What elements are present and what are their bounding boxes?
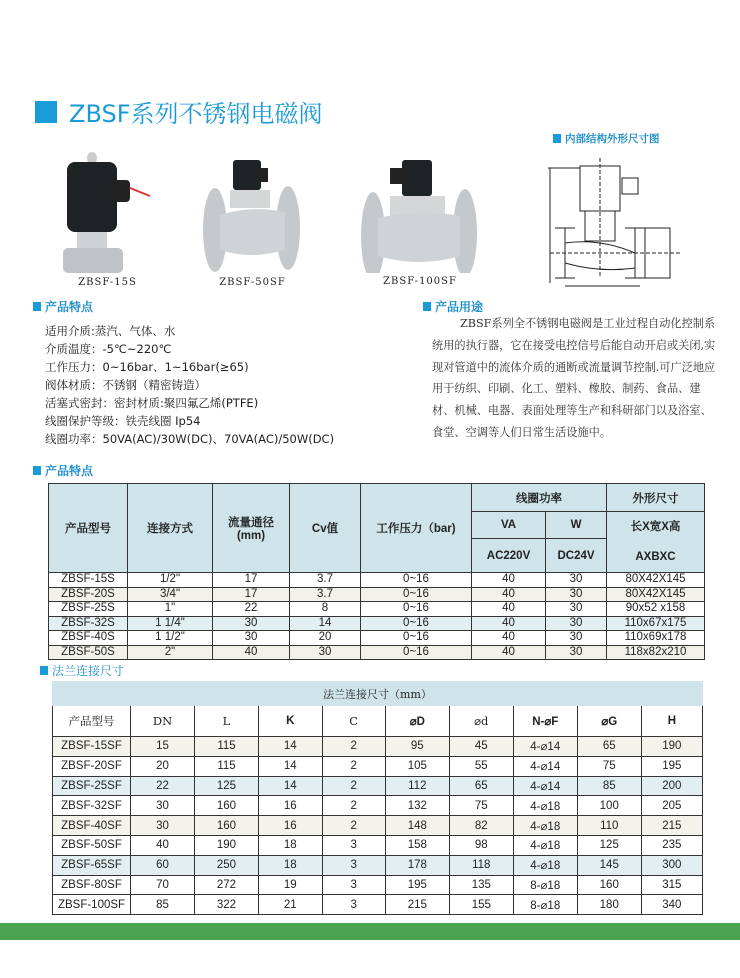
table-cell: 95 [385, 737, 449, 757]
diagram-heading: 内部结构外形尺寸图 [553, 131, 660, 146]
table-cell: 90x52 x158 [607, 602, 705, 617]
table-cell: 195 [385, 875, 449, 895]
table-cell: 8 [290, 602, 361, 617]
table-cell: 190 [195, 835, 259, 855]
table-cell: 1" [128, 602, 213, 617]
table-cell: 55 [449, 756, 513, 776]
table-row [53, 737, 703, 757]
bullet-square-icon [33, 302, 41, 311]
table-row [53, 816, 703, 836]
table-cell: 4-⌀18 [513, 796, 577, 816]
features-list [45, 322, 334, 448]
table-cell: 3 [322, 835, 385, 855]
table-cell: 160 [577, 875, 641, 895]
feature-line: 适用介质:蒸汽、气体、水 [45, 324, 176, 338]
table-cell: 65 [449, 776, 513, 796]
table-cell: ZBSF-100SF [53, 895, 131, 915]
col-header: Cv值 [290, 484, 361, 573]
table-row [53, 895, 703, 915]
table-cell: 80X42X145 [607, 573, 705, 588]
table-row [53, 875, 703, 895]
table-cell: 30 [546, 602, 607, 617]
table-cell: 340 [641, 895, 702, 915]
table-cell: 8-⌀18 [513, 895, 577, 915]
table-cell: 205 [641, 796, 702, 816]
table-cell: 145 [577, 855, 641, 875]
table-cell: 22 [213, 602, 290, 617]
table-cell: 98 [449, 835, 513, 855]
table-cell: 30 [131, 816, 195, 836]
table-cell: 30 [290, 645, 361, 660]
table-cell: ZBSF-50SF [53, 835, 131, 855]
table-cell: 110 [577, 816, 641, 836]
table-cell: 0~16 [361, 631, 472, 646]
table-row [53, 796, 703, 816]
table-row [49, 587, 705, 602]
col-header: 连接方式 [128, 484, 213, 573]
table-cell: 30 [546, 573, 607, 588]
table-cell: 65 [577, 737, 641, 757]
table-cell: 17 [213, 587, 290, 602]
table-cell: 2 [322, 816, 385, 836]
table-cell: 118 [449, 855, 513, 875]
product-caption: ZBSF-50SF [219, 277, 286, 288]
col-header: 外形尺寸 [607, 484, 705, 512]
table-cell: 22 [131, 776, 195, 796]
table-cell: 195 [641, 756, 702, 776]
col-header: 产品型号 [53, 706, 131, 737]
table-cell: 2 [322, 737, 385, 757]
valve-image-50sf [200, 150, 305, 275]
col-header: L [195, 706, 259, 737]
usage-heading: 产品用途 [423, 298, 483, 315]
table-cell: 2 [322, 796, 385, 816]
bullet-square-icon [553, 134, 561, 143]
col-header: ⌀G [577, 706, 641, 737]
table-cell: 3/4" [128, 587, 213, 602]
page-title [35, 94, 323, 129]
table-cell: ZBSF-20S [49, 587, 128, 602]
table-cell: 160 [195, 796, 259, 816]
table-cell: 4-⌀18 [513, 835, 577, 855]
table-cell: 45 [449, 737, 513, 757]
table-cell: 30 [213, 631, 290, 646]
table-cell: 110x67x175 [607, 616, 705, 631]
table-cell: 80X42X145 [607, 587, 705, 602]
table-cell: 135 [449, 875, 513, 895]
table-cell: ZBSF-25S [49, 602, 128, 617]
table-cell: 125 [577, 835, 641, 855]
col-header: 流量通径 (mm) [213, 484, 290, 573]
table-cell: 4-⌀14 [513, 737, 577, 757]
table-cell: 19 [258, 875, 322, 895]
table-cell: 235 [641, 835, 702, 855]
bullet-square-icon [423, 302, 431, 311]
table-cell: 0~16 [361, 602, 472, 617]
table-cell: 30 [131, 796, 195, 816]
table-row [53, 855, 703, 875]
table-cell: ZBSF-15S [49, 573, 128, 588]
table-cell: 132 [385, 796, 449, 816]
table-cell: 158 [385, 835, 449, 855]
table-cell: 20 [131, 756, 195, 776]
table-cell: 14 [290, 616, 361, 631]
table-cell: 250 [195, 855, 259, 875]
features-heading: 产品特点 [33, 298, 93, 315]
table-cell: ZBSF-65SF [53, 855, 131, 875]
table-row [49, 631, 705, 646]
col-header: DN [131, 706, 195, 737]
valve-image-100sf [360, 148, 480, 273]
table-cell: ZBSF-40SF [53, 816, 131, 836]
table-row [49, 616, 705, 631]
table-cell: 272 [195, 875, 259, 895]
table-cell: 100 [577, 796, 641, 816]
table-row [49, 602, 705, 617]
table-cell: 16 [258, 796, 322, 816]
table-cell: 18 [258, 855, 322, 875]
title-square-icon [35, 101, 57, 123]
table-cell: 3 [322, 855, 385, 875]
table-cell: 30 [546, 587, 607, 602]
table-cell: 3.7 [290, 573, 361, 588]
valve-image-15s [55, 148, 155, 273]
col-header: VA [472, 512, 546, 539]
table-cell: 30 [546, 645, 607, 660]
table-cell: 105 [385, 756, 449, 776]
table-row [53, 776, 703, 796]
table-row [53, 756, 703, 776]
table-cell: 70 [131, 875, 195, 895]
table-cell: 1/2" [128, 573, 213, 588]
table-cell: 190 [641, 737, 702, 757]
table-cell: 40 [472, 631, 546, 646]
table-cell: 60 [131, 855, 195, 875]
feature-line: 线圈保护等级：铁壳线圈 Ip54 [45, 414, 201, 428]
col-header: DC24V [546, 539, 607, 573]
feature-line: 阀体材质：不锈钢（精密铸造） [45, 378, 206, 392]
table-row [49, 573, 705, 588]
table-cell: 21 [258, 895, 322, 915]
col-header: 产品型号 [49, 484, 128, 573]
table-cell: ZBSF-50S [49, 645, 128, 660]
table-cell: 14 [258, 776, 322, 796]
table-cell: 3 [322, 895, 385, 915]
table-cell: 30 [213, 616, 290, 631]
table-cell: 30 [546, 616, 607, 631]
table-cell: 18 [258, 835, 322, 855]
table-cell: 2 [322, 756, 385, 776]
bullet-square-icon [40, 666, 48, 675]
table-cell: ZBSF-20SF [53, 756, 131, 776]
table-cell: 4-⌀14 [513, 776, 577, 796]
table-cell: ZBSF-25SF [53, 776, 131, 796]
table2-heading: 法兰连接尺寸 [40, 662, 124, 679]
col-header: W [546, 512, 607, 539]
table-cell: 160 [195, 816, 259, 836]
table-cell: 0~16 [361, 587, 472, 602]
table-cell: 40 [472, 587, 546, 602]
table-cell: 0~16 [361, 645, 472, 660]
table-cell: 2 [322, 776, 385, 796]
table-cell: 200 [641, 776, 702, 796]
table-cell: ZBSF-32SF [53, 796, 131, 816]
table-cell: ZBSF-40S [49, 631, 128, 646]
table-cell: 75 [449, 796, 513, 816]
table-cell: ZBSF-32S [49, 616, 128, 631]
table-cell: ZBSF-15SF [53, 737, 131, 757]
table-cell: 82 [449, 816, 513, 836]
table-cell: 0~16 [361, 573, 472, 588]
table-cell: 115 [195, 737, 259, 757]
structure-diagram [540, 158, 700, 293]
table-band-title: 法兰连接尺寸（mm） [53, 682, 703, 706]
table-cell: 300 [641, 855, 702, 875]
feature-line: 活塞式密封：密封材质:聚四氟乙烯(PTFE) [45, 396, 259, 410]
bullet-square-icon [33, 466, 41, 475]
table-cell: 14 [258, 756, 322, 776]
table-cell: 115 [195, 756, 259, 776]
table-cell: 4-⌀18 [513, 855, 577, 875]
table-cell: 215 [641, 816, 702, 836]
table-cell: 215 [385, 895, 449, 915]
col-header: AC220V [472, 539, 546, 573]
col-header: ⌀D [385, 706, 449, 737]
table-cell: 20 [290, 631, 361, 646]
table-cell: 125 [195, 776, 259, 796]
col-header: C [322, 706, 385, 737]
table-cell: ZBSF-80SF [53, 875, 131, 895]
col-header: 线圈功率 [472, 484, 607, 512]
table-cell: 112 [385, 776, 449, 796]
table-cell: 1 1/4" [128, 616, 213, 631]
table-cell: 315 [641, 875, 702, 895]
table-cell: 3 [322, 875, 385, 895]
col-header: ⌀d [449, 706, 513, 737]
product-caption: ZBSF-100SF [383, 276, 457, 287]
table-cell: 0~16 [361, 616, 472, 631]
feature-line: 工作压力：0~16bar、1~16bar(≥65) [45, 360, 249, 374]
table-cell: 1 1/2" [128, 631, 213, 646]
specs-table [48, 483, 705, 660]
title-text: ZBSF系列不锈钢电磁阀 [69, 100, 323, 128]
col-header: K [258, 706, 322, 737]
table-cell: 4-⌀14 [513, 756, 577, 776]
table-cell: 2" [128, 645, 213, 660]
table-cell: 40 [213, 645, 290, 660]
table-cell: 14 [258, 737, 322, 757]
table-cell: 148 [385, 816, 449, 836]
usage-paragraph: ZBSF系列全不锈钢电磁阀是工业过程自动化控制系统用的执行器，它在接受电控信号后能自动开启或关闭,实现对管道中的流体介质的通断或流量调节控制.可广泛地应用于纺织、印刷、化工、塑料、橡胶、制药、食品、建材、机械、电器、表面处理等生产和科研部门以及浴室、食堂、空调等人们日常生活设施中。 [432, 317, 716, 439]
table-cell: 110x69x178 [607, 631, 705, 646]
table-cell: 15 [131, 737, 195, 757]
table-cell: 3.7 [290, 587, 361, 602]
col-header: N-⌀F [513, 706, 577, 737]
col-header: 工作压力（bar) [361, 484, 472, 573]
table-cell: 322 [195, 895, 259, 915]
product-caption: ZBSF-15S [78, 277, 137, 288]
table-cell: 155 [449, 895, 513, 915]
feature-line: 线圈功率：50VA(AC)/30W(DC)、70VA(AC)/50W(DC) [45, 432, 335, 446]
table-cell: 75 [577, 756, 641, 776]
table1-heading: 产品特点 [33, 462, 93, 479]
table-cell: 40 [472, 616, 546, 631]
table-cell: 85 [577, 776, 641, 796]
table-cell: 4-⌀18 [513, 816, 577, 836]
table-cell: 40 [472, 573, 546, 588]
table-cell: 8-⌀18 [513, 875, 577, 895]
flange-table [52, 681, 703, 915]
col-header: 长X宽X高 AXBXC [607, 512, 705, 573]
table-cell: 17 [213, 573, 290, 588]
feature-line: 介质温度：-5℃~220℃ [45, 342, 172, 356]
table-cell: 30 [546, 631, 607, 646]
table-row [49, 645, 705, 660]
col-header: H [641, 706, 702, 737]
table-cell: 40 [131, 835, 195, 855]
table-cell: 16 [258, 816, 322, 836]
table-cell: 40 [472, 602, 546, 617]
table-cell: 178 [385, 855, 449, 875]
table-cell: 40 [472, 645, 546, 660]
table-cell: 180 [577, 895, 641, 915]
table-cell: 85 [131, 895, 195, 915]
footer-bar [0, 923, 740, 940]
table-row [53, 835, 703, 855]
table-cell: 118x82x210 [607, 645, 705, 660]
